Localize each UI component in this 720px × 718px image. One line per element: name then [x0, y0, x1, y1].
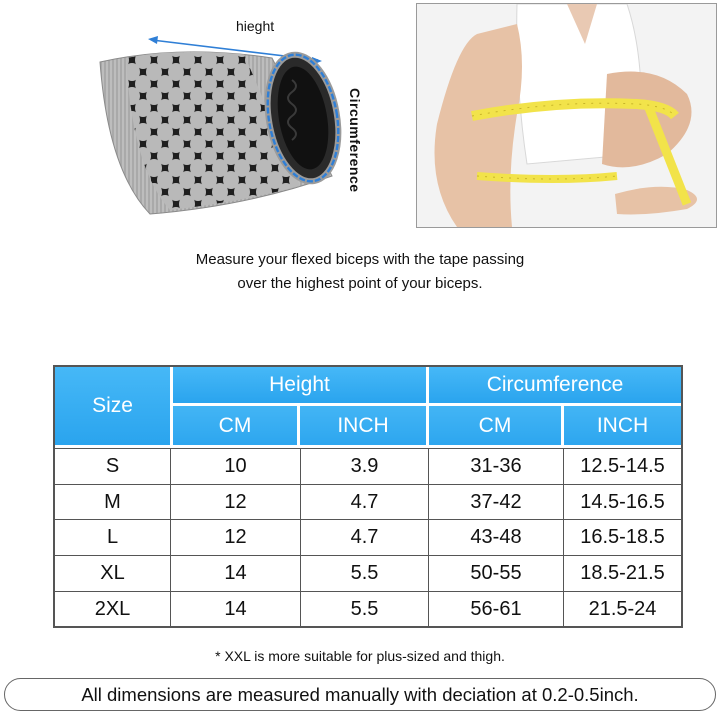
circumference-column-header: Circumference — [429, 367, 681, 403]
sleeve-graphic — [0, 0, 400, 230]
circumference-cm-cell: 56-61 — [428, 591, 563, 626]
height-inch-cell: 3.9 — [300, 448, 428, 484]
size-column-header: Size — [55, 367, 170, 445]
instruction-line-2: over the highest point of your biceps. — [237, 275, 483, 292]
height-column-header: Height — [173, 367, 426, 403]
circumference-inch-cell: 18.5-21.5 — [563, 555, 681, 591]
height-label: hieght — [236, 18, 275, 34]
sleeve-illustration — [0, 0, 400, 230]
height-inch-cell: 5.5 — [300, 591, 428, 626]
circumference-cm-cell: 50-55 — [428, 555, 563, 591]
size-chart-table — [53, 365, 683, 628]
biceps-measuring-photo — [416, 3, 717, 228]
size-cell: 2XL — [55, 591, 170, 626]
height-cm-cell: 14 — [170, 555, 300, 591]
circumference-cm-cell: 37-42 — [428, 484, 563, 519]
circumference-label: Circumference — [347, 88, 363, 193]
circumference-inch-cell: 21.5-24 — [563, 591, 681, 626]
circumference-cm-header: CM — [429, 406, 561, 445]
photo-graphic — [417, 4, 716, 227]
size-cell: S — [55, 448, 170, 484]
height-inch-cell: 4.7 — [300, 484, 428, 519]
height-inch-header: INCH — [300, 406, 426, 445]
size-cell: M — [55, 484, 170, 519]
height-cm-cell: 12 — [170, 519, 300, 555]
circumference-inch-cell: 16.5-18.5 — [563, 519, 681, 555]
measurement-disclaimer-banner: All dimensions are measured manually with deciation at 0.2-0.5inch. — [4, 678, 716, 711]
circumference-inch-cell: 14.5-16.5 — [563, 484, 681, 519]
size-cell: XL — [55, 555, 170, 591]
instruction-line-1: Measure your flexed biceps with the tape passing — [195, 251, 525, 268]
height-cm-header: CM — [173, 406, 297, 445]
measuring-instruction — [0, 248, 720, 296]
circumference-inch-cell: 12.5-14.5 — [563, 448, 681, 484]
size-cell: L — [55, 519, 170, 555]
circumference-inch-header: INCH — [564, 406, 681, 445]
height-cm-cell: 14 — [170, 591, 300, 626]
height-inch-cell: 4.7 — [300, 519, 428, 555]
height-inch-cell: 5.5 — [300, 555, 428, 591]
xxl-footnote: * XXL is more suitable for plus-sized and thigh. — [215, 648, 505, 664]
circumference-cm-cell: 43-48 — [428, 519, 563, 555]
circumference-cm-cell: 31-36 — [428, 448, 563, 484]
height-cm-cell: 10 — [170, 448, 300, 484]
height-cm-cell: 12 — [170, 484, 300, 519]
